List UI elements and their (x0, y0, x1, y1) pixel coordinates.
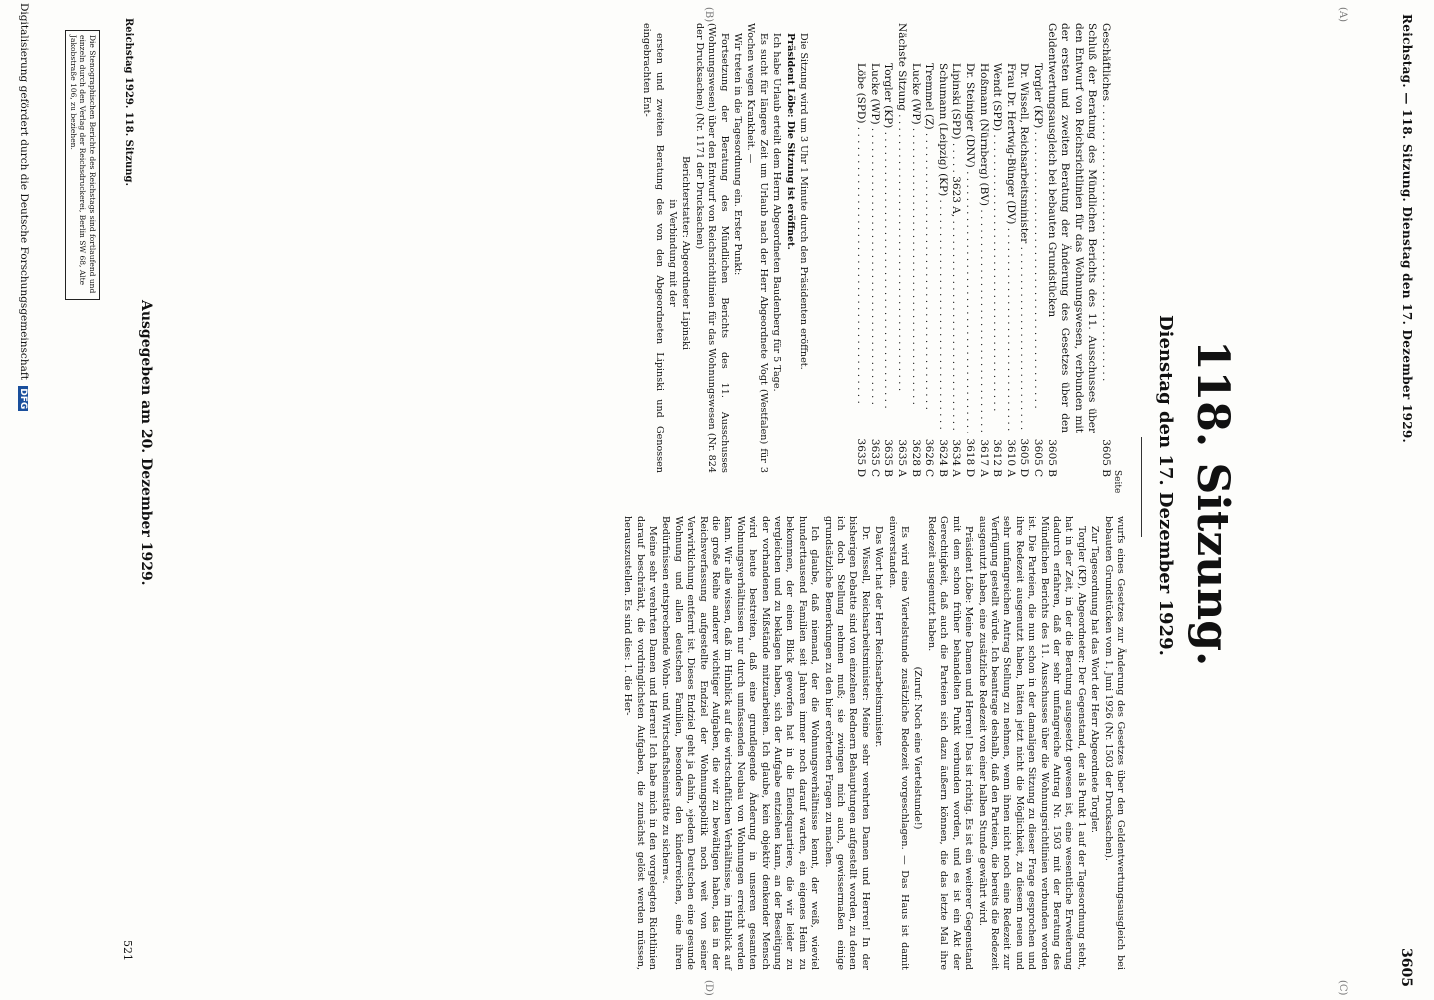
toc-row: Geschäftliches . . . 3605 B (1098, 23, 1112, 477)
toc-row: Schumann (Leipzig) (KP) . . . 3624 B (935, 23, 949, 477)
digitization-text: Digitalisierung gefördert durch die Deutsche Forschungsgemeinschaft (18, 3, 30, 380)
paragraph: Die Sitzung wird um 3 Uhr 1 Minute durch den Präsidenten eröffnet. (798, 33, 809, 370)
publisher-stamp: Die Stenographischen Berichte des Reichstags sind fortlaufend und einzeln durch den Verlag der Reichsdruckerei, Berlin SW 68, Alte Jakobstraße 106, zu beziehen. (66, 30, 101, 300)
side-mark-a: (A) (1337, 7, 1348, 23)
left-column-text (639, 23, 809, 473)
toc-row: Lucke (WP) . . . 3635 C (867, 23, 881, 477)
paragraph: Meine sehr verehrten Damen und Herren! Ich habe mich in den vorgelegten Richtlinien darauf beschränkt, die vordringlichsten Aufgaben, die zunächst gelöst werden müssen, herauszustellen. Es sind dies: 1. die Her- (622, 516, 658, 970)
paragraph: Ich habe Urlaub erteilt dem Herrn Abgeordneten Baudenberg für 5 Tage. (771, 33, 783, 392)
toc-row: Dr. Steiniger (DNV) . . . 3618 D (962, 23, 976, 477)
toc-row: Wendt (SPD) . . . 3612 B (990, 23, 1004, 477)
side-mark-b: (B) (703, 7, 714, 23)
paragraph: Wir treten in die Tagesordnung ein. Erster Punkt: (731, 33, 743, 276)
table-of-contents (854, 23, 1112, 477)
paragraph: Zur Tagesordnung hat das Wort der Herr Abgeordnete Torgler. (1089, 526, 1101, 833)
toc-row: Lucke (WP) . . . 3628 B (908, 23, 922, 477)
paragraph: (Zuruf: Noch eine Viertelstunde!) (912, 666, 924, 830)
title-rule (1141, 437, 1142, 537)
page-number: 3605 (1398, 948, 1414, 987)
footer-imprint: Reichstag 1929. 118. Sitzung. (123, 18, 134, 186)
digitization-note (18, 3, 30, 411)
right-column-text (620, 516, 1126, 970)
toc-row: Lipinski (SPD) . . . . . 3623 A, . . . 3634 A (949, 23, 963, 477)
paragraph: in Verbindung mit der (666, 199, 678, 307)
paragraph: Präsident Löbe: Die Sitzung ist eröffnet. (784, 33, 796, 250)
toc-row: Löbe (SPD) . . . 3635 D (854, 23, 868, 477)
paragraph: Es sucht für längere Zeit um Urlaub nach der Herr Abgeordnete Vogt (Westfalen) für 3 Wochen wegen Krankheit. — (745, 23, 769, 473)
paragraph: Ich glaube, daß niemand, der die Wohnungsverhältnisse kennt, der weiß, wieviel hunderttausend Familien seit Jahren immer noch darauf warten, ein eigenes Heim zu bekommen, der einen Blick geworfen hat in die Elendsquartiere, die wir leider zu vergleichen und zu beklagen haben, sich der Aufgabe entziehen kann, an der Beseitigung der vorhandenen Mißstände mitzuarbeiten. Ich glaube, kein objektiv denkender Mensch wird heute bestreiten, daß eine grundlegende Änderung in unseren gesamten Wohnungsverhältnissen nur durch umfassenden Neubau von Wohnungen erreicht werden kann. Wir alle wissen, daß im Hinblick auf die wirtschaftlichen Verhältnisse, im Hinblick auf die große Reihe anderer wichtiger Aufgaben, die wir zu bewältigen haben, das in der Reichsverfassung aufgestellte Endziel der Wohnungspolitik noch weit von seiner Verwirklichung entfernt ist. Dieses Endziel geht ja dahin, »jedem Deutschen eine gesunde Wohnung und allen deutschen Familien, besonders den kinderreichen, eine ihren Bedürfnissen entsprechende Wohn- und Wirtschaftsheimstätte zu sichern«. (660, 516, 821, 970)
toc-row: Hoßmann (Nürnberg) (BV) . . . 3617 A (976, 23, 990, 477)
toc-row: Schluß der Beratung des Mündlichen Berichts des 11. Ausschusses über den Entwurf von Reichsrichtlinien für das Wohnungswesen, verbunden mit der ersten und zweiten Beratung der Änderung des Gesetzes über den Geldentwertungsausgleich bei bebauten Grundstücken 3605 B (1045, 23, 1099, 477)
paragraph: ersten und zweiten Beratung des von den Abgeordneten Lipinski und Genossen eingebrachten Ent- (641, 23, 665, 473)
dfg-logo-icon: DFG (18, 388, 28, 410)
paragraph: wurfs eines Gesetzes zur Änderung des Gesetzes über den Geldentwertungsausgleich bei bebauten Grundstücken vom 1. Juni 1926 (Nr. 1503 der Drucksachen). (1102, 516, 1126, 970)
running-head: Reichstag. — 118. Sitzung. Dienstag den 17. Dezember 1929. (1400, 14, 1414, 444)
paragraph: Es wird eine Viertelstunde zusätzliche Redezeit vorgeschlagen. — Das Haus ist damit einverstanden. (886, 516, 911, 970)
paragraph: Präsident Löbe: Meine Damen und Herren! Das ist richtig. Es ist ein weiterer Gegenstand mit dem schon früher behandelten Punkt verbunden worden, und es ist ein Akt der Gerechtigkeit, daß auch die Parteien sich dazu äußern können, die das letzte Mal ihre Redezeit ausgenutzt haben. (925, 516, 975, 970)
toc-row: Dr. Wissell, Reichsarbeitsminister . . . 3605 D (1017, 23, 1031, 477)
toc-row: Nächste Sitzung . . . 3635 A (895, 23, 909, 477)
paragraph: Dr. Wissell, Reichsarbeitsminister: Meine sehr verehrten Damen und Herren! In der bisherigen Debatte sind von einzelnen Rednern Behauptungen aufgestellt worden, zu denen ich doch Stellung nehmen muß; sie zwingen mich auch, gewissermaßen einige grundsätzliche Bemerkungen zu den hier erörterten Fragen zu machen. (822, 516, 871, 970)
side-mark-c: (C) (1337, 980, 1348, 996)
toc-seite-label: Seite (1112, 470, 1122, 494)
toc-row: Torgler (KP) . . . 3635 B (881, 23, 895, 477)
toc-row: Frau Dr. Hertwig-Bünger (DV) . . . 3610 A (1003, 23, 1017, 477)
paragraph: Berichterstatter: Abgeordneter Lipinski (680, 156, 692, 350)
paragraph: Das Wort hat der Herr Reichsarbeitsminister. (873, 526, 885, 748)
paragraph: Torgler (KP), Abgeordneter: Der Gegenstand, der als Punkt 1 auf der Tagesordnung steht, hat in der Zeit, in der die Beratung ausgesetzt gewesen ist, eine wesentliche Erweiterung dadurch erfahren, daß der sehr umfangreiche Antrag Nr. 1503 mit der Beratung des Mündlichen Berichts des 11. Ausschusses über die Wohnungsrichtlinien verbunden worden ist. Die Parteien, die nun schon in der damaligen Sitzung zu dieser Frage gesprochen und ihre Redezeit ausgenutzt haben, hätten jetzt nicht die Möglichkeit, zu diesem neuen und sehr umfangreichen Antrag Stellung zu nehmen, wenn ihnen nicht noch eine Redezeit zur Verfügung gestellt würde. Ich beantrage deshalb, daß den Parteien, die bereits die Redezeit ausgenutzt haben, eine zusätzliche Redezeit von einer halben Stunde gewährt wird. (976, 516, 1087, 970)
side-mark-d: (D) (703, 980, 714, 996)
sheet-number: 521 (121, 940, 134, 961)
issue-date: Ausgegeben am 20. Dezember 1929. (138, 300, 154, 586)
paragraph: Fortsetzung der Beratung des Mündlichen Berichts des 11. Ausschusses (Wohnungswesen) über den Entwurf von Reichsrichtlinien für das Wohnungswesen (Nr. 824 der Drucksachen) (Nr. 1171 der Drucksachen) (693, 23, 730, 473)
toc-row: Torgler (KP) . . . 3605 C (1030, 23, 1044, 477)
session-title: 118. Sitzung. (1187, 340, 1238, 667)
toc-row: Tremmel (Z) . . . 3626 C (922, 23, 936, 477)
session-date: Dienstag den 17. Dezember 1929. (1155, 315, 1176, 656)
